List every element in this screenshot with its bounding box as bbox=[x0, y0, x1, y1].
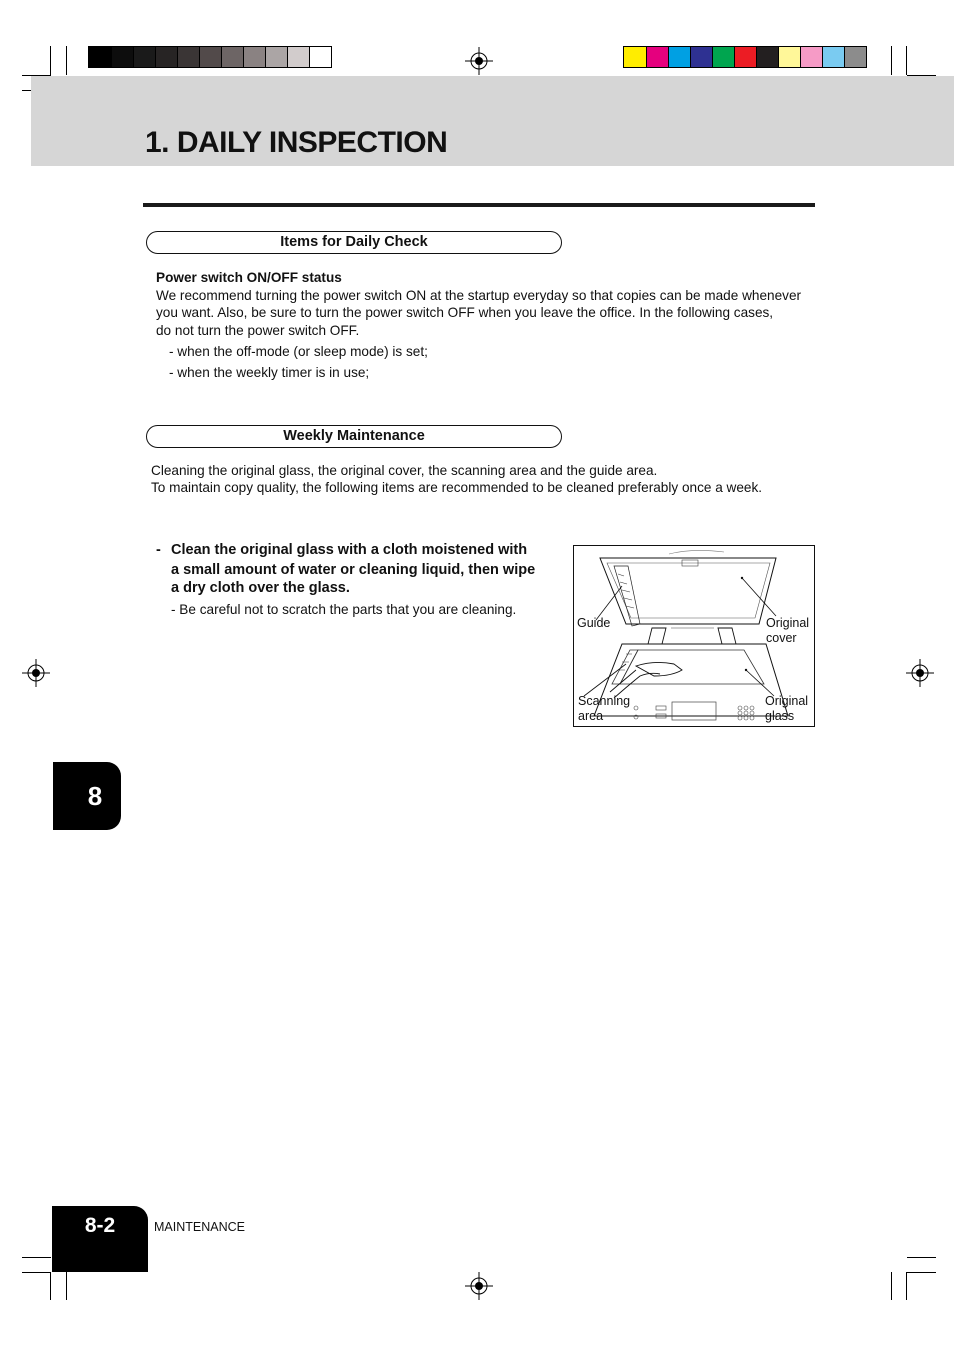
figure-label-scanning-area: Scanning bbox=[578, 694, 631, 708]
crop-mark bbox=[891, 1272, 892, 1300]
color-swatch bbox=[844, 47, 866, 67]
crop-mark bbox=[66, 1272, 67, 1300]
crop-mark bbox=[22, 1272, 51, 1273]
figure-label-guide: Guide bbox=[577, 616, 611, 630]
paragraph-line: you want. Also, be sure to turn the power switch OFF when you leave the office. In the following cases, bbox=[156, 305, 774, 320]
title-rule bbox=[143, 203, 815, 207]
color-swatch bbox=[800, 47, 822, 67]
registration-mark-icon bbox=[906, 659, 934, 687]
color-swatch bbox=[756, 47, 778, 67]
color-swatch bbox=[668, 47, 690, 67]
paragraph-line: To maintain copy quality, the following items are recommended to be cleaned preferably once a week. bbox=[151, 480, 763, 495]
paragraph-line: We recommend turning the power switch ON at the startup everyday so that copies can be made whenever bbox=[156, 288, 802, 303]
figure-label-original-cover: Original bbox=[766, 616, 810, 630]
crop-mark bbox=[50, 46, 51, 75]
color-swatch bbox=[309, 47, 331, 67]
registration-mark-icon bbox=[465, 1272, 493, 1300]
instruction-dash: - bbox=[156, 542, 161, 558]
registration-mark-icon bbox=[465, 47, 493, 75]
color-swatch bbox=[287, 47, 309, 67]
color-swatch bbox=[778, 47, 800, 67]
color-swatch bbox=[221, 47, 243, 67]
crop-mark bbox=[50, 1272, 51, 1300]
crop-mark bbox=[66, 46, 67, 75]
instruction-line: Clean the original glass with a cloth moistened with bbox=[171, 542, 528, 558]
section-heading-weekly-maintenance: Weekly Maintenance bbox=[146, 425, 562, 448]
list-item: - when the off-mode (or sleep mode) is set; bbox=[169, 344, 428, 359]
color-swatch bbox=[199, 47, 221, 67]
instruction-line: a dry cloth over the glass. bbox=[171, 580, 350, 596]
crop-mark bbox=[907, 1257, 936, 1258]
color-swatch bbox=[646, 47, 668, 67]
gray-swatch-bar bbox=[88, 46, 332, 68]
paragraph-line: Cleaning the original glass, the original cover, the scanning area and the guide area. bbox=[151, 463, 658, 478]
crop-mark bbox=[907, 1272, 936, 1273]
color-swatch bbox=[734, 47, 756, 67]
figure-label-scanning-area: area bbox=[578, 709, 604, 723]
instruction-line: a small amount of water or cleaning liquid, then wipe bbox=[171, 562, 536, 578]
figure-label-original-cover: cover bbox=[766, 631, 797, 645]
figure-label-original-glass: Original bbox=[765, 694, 809, 708]
list-item: - when the weekly timer is in use; bbox=[169, 365, 370, 380]
subheading-power-switch: Power switch ON/OFF status bbox=[156, 270, 342, 285]
crop-mark bbox=[891, 46, 892, 75]
color-swatch bbox=[177, 47, 199, 67]
color-swatch bbox=[133, 47, 155, 67]
color-swatch bbox=[111, 47, 133, 67]
chapter-tab: 8 bbox=[53, 762, 121, 830]
page-title: 1. DAILY INSPECTION bbox=[145, 126, 448, 159]
crop-mark bbox=[906, 46, 907, 75]
color-swatch bbox=[712, 47, 734, 67]
caution-note: - Be careful not to scratch the parts that you are cleaning. bbox=[171, 602, 517, 617]
crop-mark bbox=[22, 1257, 51, 1258]
color-swatch bbox=[624, 47, 646, 67]
color-swatch bbox=[822, 47, 844, 67]
figure-label-original-glass: glass bbox=[765, 709, 795, 723]
color-swatch bbox=[89, 47, 111, 67]
registration-mark-icon bbox=[22, 659, 50, 687]
color-swatch bbox=[265, 47, 287, 67]
color-swatch bbox=[690, 47, 712, 67]
color-swatch-bar bbox=[623, 46, 867, 68]
page-number: 8-2 bbox=[52, 1206, 148, 1272]
footer-section-label: MAINTENANCE bbox=[154, 1220, 245, 1234]
section-heading-daily-check: Items for Daily Check bbox=[146, 231, 562, 254]
copier-illustration bbox=[573, 545, 815, 727]
color-swatch bbox=[243, 47, 265, 67]
color-swatch bbox=[155, 47, 177, 67]
crop-mark bbox=[906, 1272, 907, 1300]
paragraph-line: do not turn the power switch OFF. bbox=[156, 323, 360, 338]
